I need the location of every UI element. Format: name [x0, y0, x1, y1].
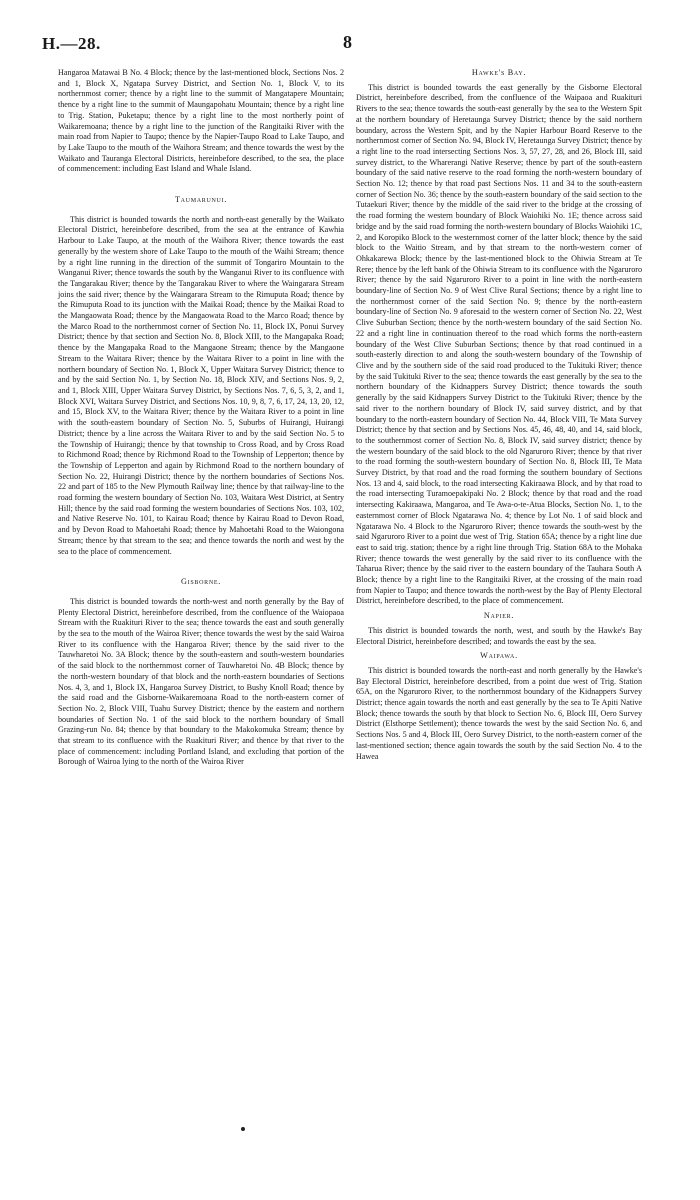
section-heading-hawkes-bay: Hawke's Bay. — [471, 68, 527, 77]
section-heading-napier: Napier. — [483, 611, 515, 621]
left-column — [58, 68, 344, 768]
section-text-hawkes-bay: This district is bounded towards the east generally by the Gisborne Electoral District, hereinbefore described, from the confluence of the Waipaoa and Ruakituri Rivers to the sea; thence towards the south-east generally by the sea to the Western Spit at the northern boundary of Heretaunga Survey District; thence by the said northern boundary, across the Western Spit, and by the Napier Harbour Board Reserve to the northernmost corner of Section No. 94, Block IV, Heretaunga Survey District; thence by a right line to the road intersecting Sections Nos. 3, 57, 27, 28, and 26, Block III, said survey district, to the Wharerangi Native Reserve; thence by part of the south-eastern boundary of the said native reserve to the road forming the north-western boundary of Section No. 12; thence by that road past Sections Nos. 11 and 34 to the south-eastern corner of Section No. 36; thence by the south-eastern boundary of the said section to the Tutaekuri River; thence by the middle of the said river to the bridge at the crossing of the road forming the western boundary of Block Waiohiki No. 1E; thence across said bridge and by the said road forming the north-western boundary of Blocks Waiohiki 1C, 2, and Koropiko Block to the westernmost corner of the latter block; thence by the said block to the Waitio Stream, and by that stream to the north-western corner of Ohkakarewa Block; thence by the last-mentioned block to the Ohiwia Stream at Te Rere; thence by the left bank of the Ohiwia Stream to its confluence with the Ngaruroro River; thence by the said Ngaruroro River to a point in line with the north-eastern boundary-line of Section No. 9 of West Clive Rural Sections; thence by a right line to the northernmost corner of the said Section No. 9; thence by the north-eastern boundary-line of Section No. 9 aforesaid to the western corner of Section No. 22, West Clive Suburban Section; thence by the north-western boundary of the said Section No. 22 and a right line in continuation thereof to the road which forms the north-eastern boundary of the West Clive Suburban Sections; thence by that road continued in a south-easterly direction to and along the south-western boundary of the Township of Clive and by the southern side of the said road produced to the Tukituki River; thence by the said Tukituki River to the sea; thence towards the east generally by the sea to the northern boundary of the Kidnappers Survey District; thence towards the south generally by the said Kidnappers Survey District to the Tukituki River; thence by the said river to the northern boundary of Block IV, said survey district, and by that boundary to the north-eastern boundary of Section No. 44, Block VIII, Te Mata Survey District; thence by that section and by Sections Nos. 45, 46, 48, 40, and 14, said block, to the southernmost corner of Section No. 8, Block IV, said survey district; thence by the western boundary of the said block to the old Ngaruroro River; thence by that river to the road forming the south-western boundary of Section No. 8, Block III, Te Mata Survey District, by that road and the road forming the southern boundary of Sections Nos. 13 and 4, said block, to the road intersecting Kakiraawa Block, and by that road to the road intersecting Turamoepakipaki No. 2 Block; thence by that road and the road intersecting Kakiraawa, Mangaroa, and Te Awa-o-te-Atua Blocks, Section No. 1, to the easternmost corner of Block Ngatarawa No. 4; thence by Lot No. 1 of said block and Ngatarawa No. 4 Block to the Ngaruroro River; thence towards the south-west by the said Ngaruroro River to a point due west of Trig. Station 65A; thence by a right line due east to said trig. station; thence by a right line through Trig. Station 68A to the Mohaka River; thence towards the west generally by the said river to its confluence with the Taharua River; thence by the said river to the eastern boundary of the Tauhara South A Block; thence by a right line to the Rangitaiki River, at the crossing of the main road from Napier to Taupo; and thence towards the north-west by the Bay of Plenty Electoral District, hereinbefore described, to the place of commencement. — [356, 82, 642, 606]
section-text-taumarunui: This district is bounded towards the north and north-east generally by the Waikato Electoral District, hereinbefore described, from the sea at the entrance of Kawhia Harbour to Lake Taupo, at the mouth of the Waihora River; thence towards the east generally by the western shore of Lake Taupo to the mouth of the Waihi Stream; thence by a right line running in the direction of the summit of Tongariro Mountain to the Wanganui River; thence towards the south by the Wanganui River to its confluence with the Tangarakau River; thence by the Tangarakau River to where the Waingarara Stream joins the said river; thence by the Waingarara Stream to the Rimuputa Road; thence by the Rimuputa Road to its junction with the Maikai Road; thence by the Maikai Road to the Mangaowata Road; thence by the Mangaowata Road to the Marco Road; thence by the Marco Road to the northernmost corner of Section No. 11, Block IX, Ponui Survey District; thence by that section and Section No. 8, Block XIII, to the Mangapaka Road; thence by the Mangapaka Road to the Mangaone Stream; thence by the Mangaone Stream to the Waitara River; thence by the Waitara River to a point in line with the northern boundary of Section No. 1, Block X, Upper Waitara Survey District; thence to and by the said Section No. 1, by Section No. 18, Block XIV, and Sections Nos. 9, 2, and 1, Block XIII, Upper Waitara Survey District, by Sections Nos. 7, 6, 5, 3, 2, and 1, Block XVI, Waitara Survey District, and Sections Nos. 10, 9, 8, 7, 6, 17, 24, 13, 20, 12, and 15, Block XV, to the Waitara River; thence by the Waitara River to a point in line with the south-eastern boundary of Section No. 5, Suburbs of Huirangi, Huirangi District; thence by a line across the Waitara River to and by the said Section No. 5 to the Township of Huirangi; thence by that township to Cross Road, and by Cross Road to Richmond Road; thence by Richmond Road to the Township of Lepperton; thence by the Township of Lepperton and again by Richmond Road to the northern boundary of Section No. 22, Huirangi District; thence by the northern boundaries of Sections Nos. 22 and part of 185 to the New Plymouth Railway line; thence by that railway-line to the road forming the western boundary of Section No. 103, Waitara West District, at Sentry Hill; thence by the said road forming the western boundaries of Sections Nos. 103, 102, and Native Reserve No. 101, to Kairau Road; thence by Kairau Road to Devon Road, and by Devon Road to Mahoetahi Road; thence by Mahoetahi Road to the Waiongona Stream; thence by that stream to the sea; and thence towards the north and west by the sea to the place of commencement. — [58, 214, 344, 556]
section-text-gisborne: This district is bounded towards the north-west and north generally by the Bay of Plenty Electoral District, hereinbefore described, from the confluence of the Waiopaoa Stream with the Ruakituri River to the sea; thence towards the east and south generally by the sea to the mouth of the Wairoa River; thence towards the west by the said Wairoa River to its confluence with the Hangaroa River; thence by the said river to the Tauwharetoi No. 3A Block; thence by the south-eastern and south-western boundaries of the said block to the northernmost corner of Tauwharetoi No. 4B Block; thence by the north-western boundary of that block and the north-eastern boundaries of Sections Nos. 4, 3, and 1, Block IX, Hangaroa Survey District, to Bushy Knoll Road; thence by the said road and the Gisborne-Waikaremoana Road to the north-eastern corner of Section No. 2, Block VIII, Tuahu Survey District; thence by the eastern and northern boundaries of Section No. 1 of the said block to the northern boundary of Small Grazing-run No. 84; thence by that boundary to the Makokomuka Stream; thence by that stream to its confluence with the Ruakituri River; and thence by that river to the place of commencement: including Portland Island, and excluding that portion of the Borough of Wairoa lying to the north of the Wairoa River — [58, 596, 344, 767]
ornament-dot — [241, 1127, 245, 1131]
section-heading-gisborne: Gisborne. — [181, 577, 221, 587]
section-heading-waipawa: Waipawa. — [480, 651, 518, 661]
section-text-waipawa: This district is bounded towards the north-east and north generally by the Hawke's Bay Electoral District, hereinbefore described, from a point due west of Trig. Station 65A, on the Ngaruroro River, to the northernmost boundary of the Kidnappers Survey District; thence again towards the north and east generally by the sea to Te Apiti Native Block; thence towards the south by that block to Section No. 6, Block III, Oero Survey District (Elsthorpe Settlement); thence towards the west by the said Section No. 6, and Sections Nos. 5 and 4, Block III, Oero Survey District, to the north-eastern corner of the last-mentioned section; thence again towards the south by the said Section No. 4 to the Hawea — [356, 665, 642, 761]
section-text-napier: This district is bounded towards the north, west, and south by the Hawke's Bay Electoral District, hereinbefore described; and towards the east by the sea. — [356, 625, 642, 646]
section-heading-taumarunui: Taumarunui. — [174, 195, 228, 205]
document-reference: H.—28. — [42, 34, 101, 53]
right-column — [356, 68, 642, 762]
page-number: 8 — [343, 32, 352, 52]
continued-paragraph: Hangaroa Matawai B No. 4 Block; thence by the last-mentioned block, Sections Nos. 2 and 1, Block X, Ngatapa Survey District, and Section No. 1, Block V, to its northernmost corner; thence by a right line to the summit of Mangatapere Mountain; thence by a right line to the summit of Maungapohatu Mountain; thence by a right line to Trig. Station, Puketapu; thence by a right line to the most northerly point of Waikaremoana; thence by a right line to the junction of the Rangitaiki River with the main road from Napier to Taupo; thence by the Napier-Taupo Road to Lake Taupo, and by Lake Taupo to the mouth of the Waihora Stream; and thence towards the west by the Waikato and Tauranga Electoral Districts, hereinbefore described, to the sea, the place of commencement: including East Island and Whale Island. — [58, 68, 344, 174]
